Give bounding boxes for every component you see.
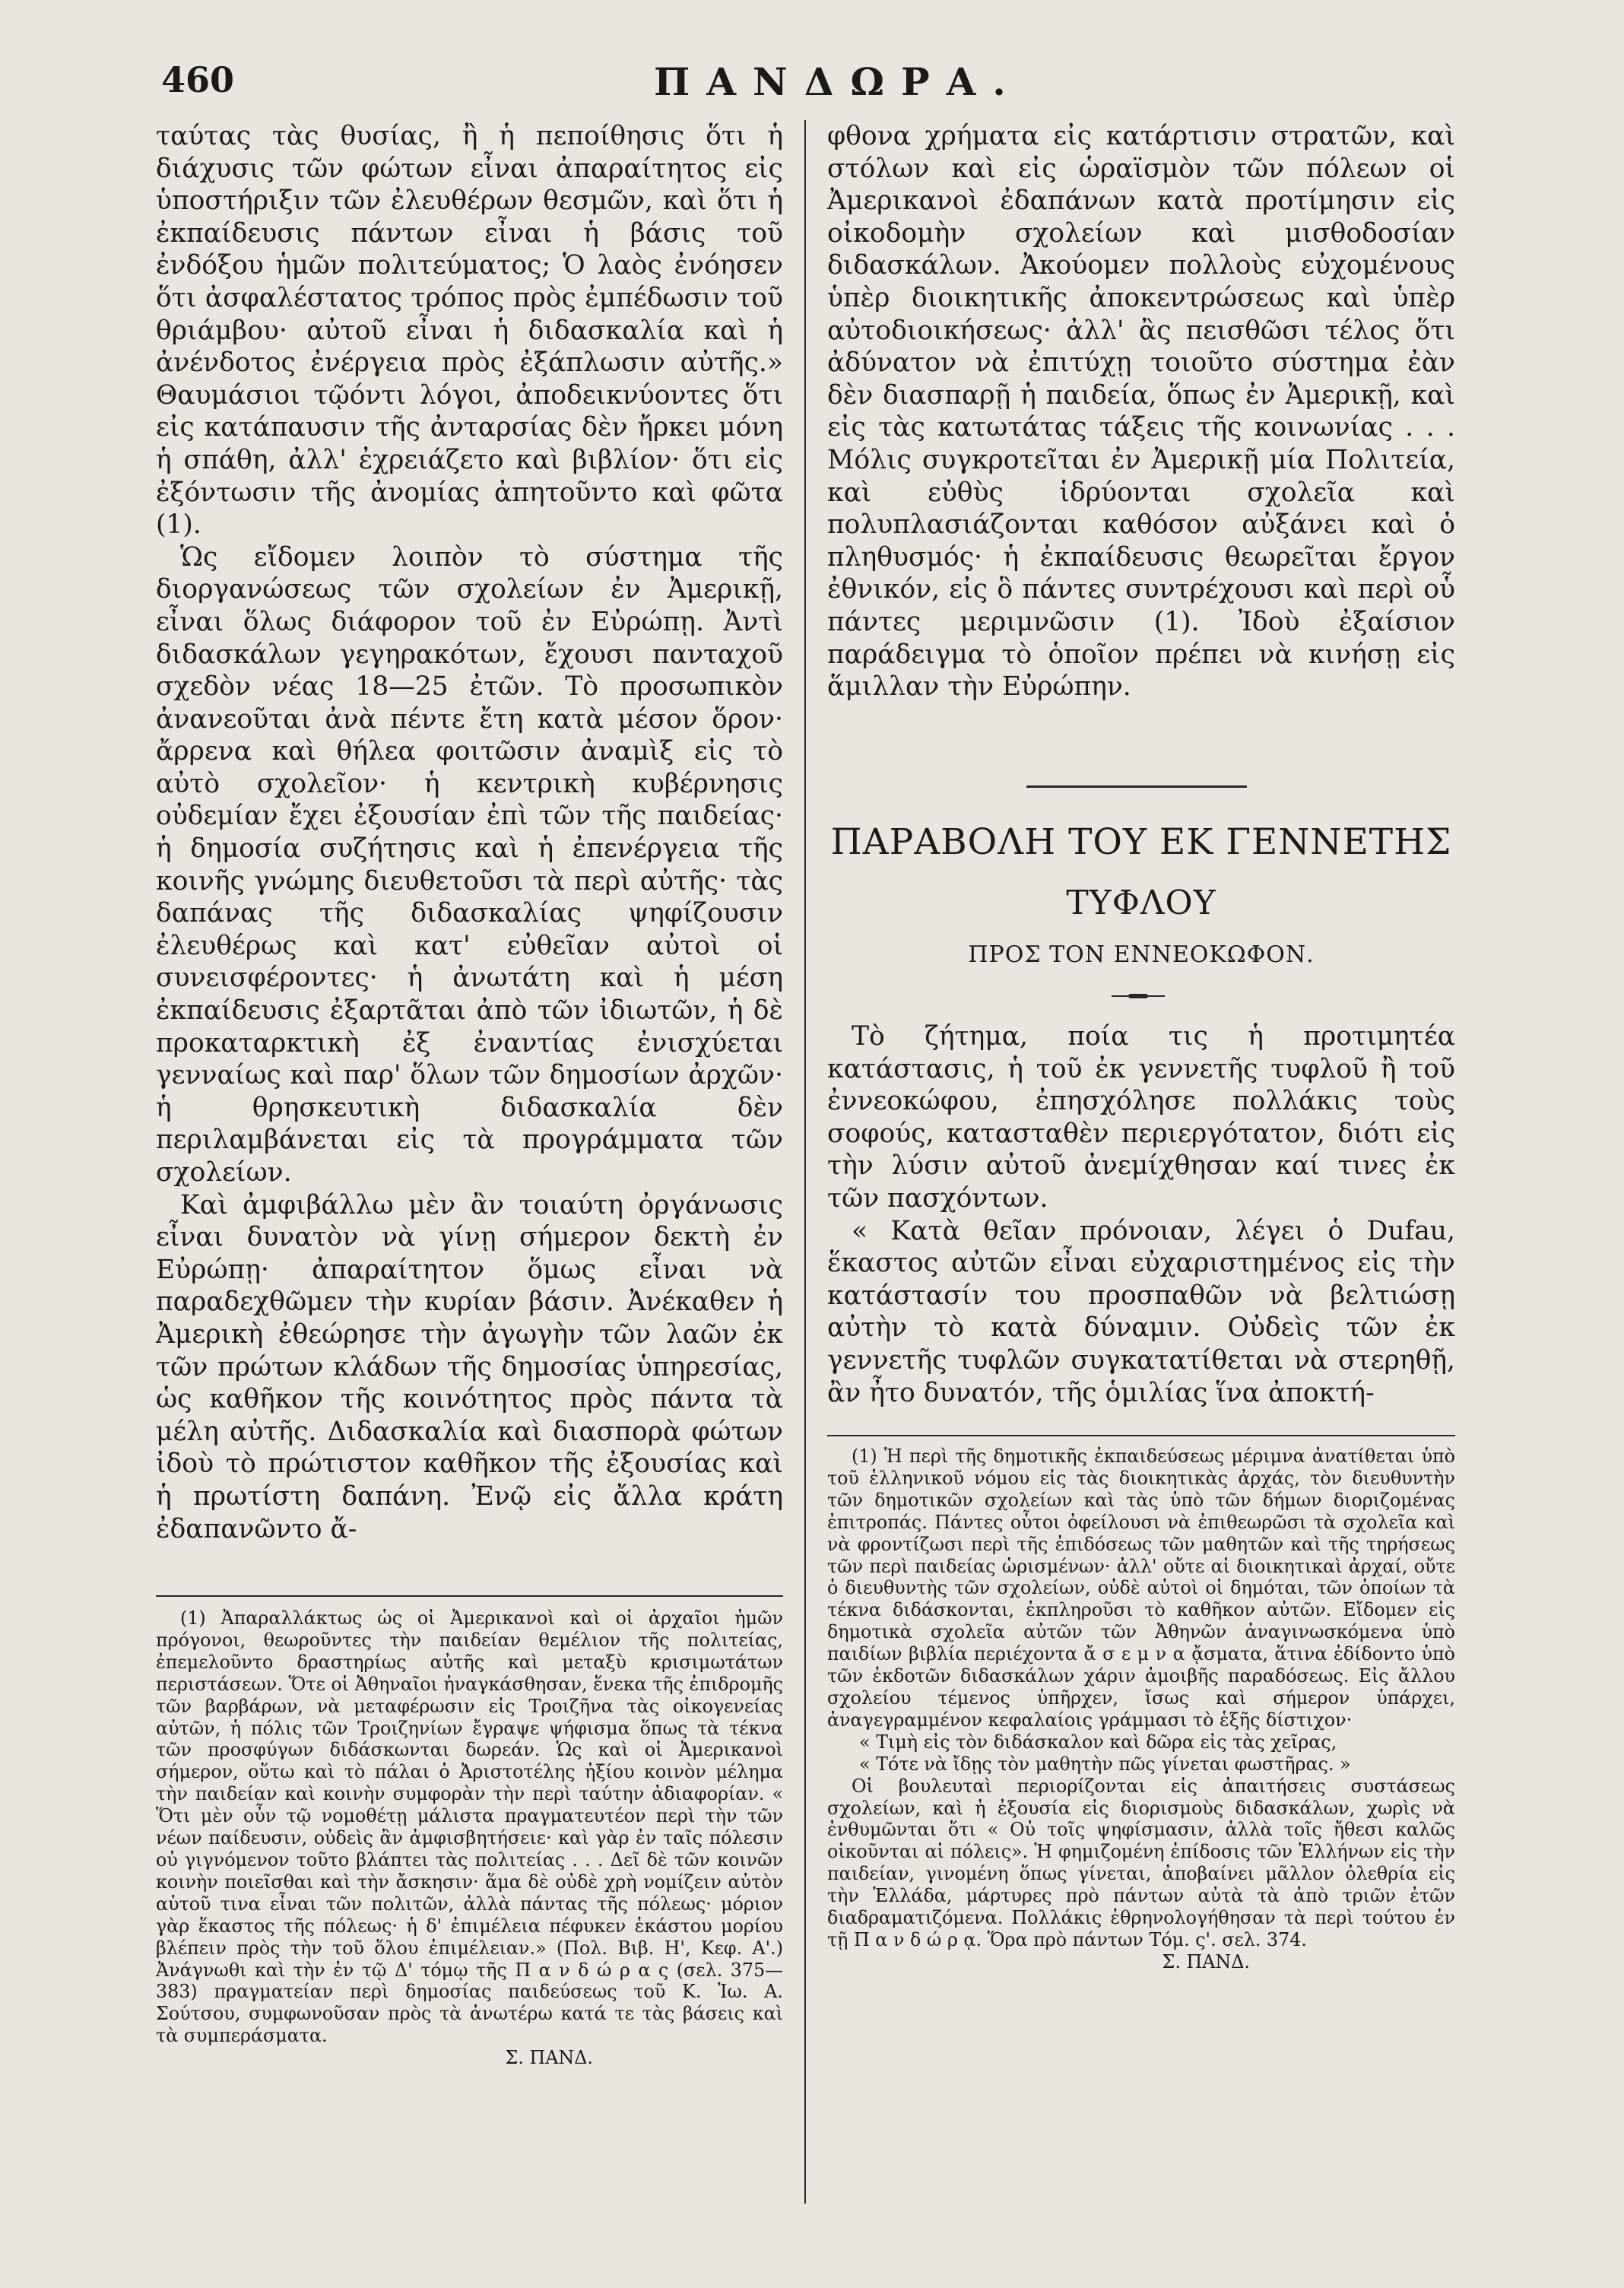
running-title: ΠΑΝΔΩΡΑ.	[654, 59, 1023, 104]
footnote-rule	[156, 1595, 783, 1597]
footnote-signature: Σ. ΠΑΝΔ.	[505, 2047, 593, 2069]
article-title-line2: ΤΥΦΛΟΥ	[1066, 884, 1216, 922]
article-subtitle: ΠΡΟΣ ΤΟΝ ΕΝΝΕΟΚΩΦΟΝ.	[968, 941, 1315, 968]
footnote-signature: Σ. ΠΑΝΔ.	[1162, 1950, 1250, 1972]
page-header	[0, 59, 1624, 113]
footnote-text: (1) Ἀπαραλλάκτως ὡς οἱ Ἀμερικανοὶ καὶ οἱ ἀρχαῖοι ἡμῶν πρόγονοι, θεωροῦντες τὴν παιδείαν θεμέλιον τῆς πολιτείας, ἐπεμελοῦντο δραστηρίως αὐτῆς καὶ μεταξὺ κρισιμωτάτων περιστάσεων. Ὅτε οἱ Ἀθηναῖοι ἠναγκάσθησαν, ἕνεκα τῆς ἐπιδρομῆς τῶν βαρβάρων, νὰ μεταφέρωσιν εἰς Τροιζῆνα τὰς οἰκογενείας αὐτῶν, ἡ πόλις τῶν Τροιζηνίων ἔγραψε ψήφισμα ὅπως τὰ τέκνα τῶν προσφύγων διδάσκωνται δωρεάν. Ὡς καὶ οἱ Ἀμερικανοὶ σήμερον, οὕτω καὶ τὸ πάλαι ὁ Ἀριστοτέλης ἠξίου κοινὸν μέλημα τὴν παιδείαν καὶ κοινὴν συμφορὰν τὴν περὶ ταύτην ἀδιαφορίαν. « Ὅτι μὲν οὖν τῷ νομοθέτῃ μάλιστα πραγματευτέον περὶ τὴν τῶν νέων παίδευσιν, οὐδεὶς ἂν ἀμφισβητήσειε· καὶ γὰρ ἐν ταῖς πόλεσιν οὐ γιγνόμενον τοῦτο βλάπτει τὰς πολιτείας . . . Δεῖ δὲ τῶν κοινῶν κοινὴν ποιεῖσθαι καὶ τὴν ἄσκησιν· ἅμα δὲ οὐδὲ χρὴ νομίζειν αὐτὸν αὑτοῦ τινα εἶναι τῶν πολιτῶν, ἀλλὰ πάντας τῆς πόλεως· μόριον γὰρ ἕκαστος τῆς πόλεως· ἡ δ' ἐπιμέλεια πέφυκεν ἑκάστου μορίου βλέπειν πρὸς τὴν τοῦ ὅλου ἐπιμέλειαν.» (Πολ. Βιβ. Η', Κεφ. Α'.) Ἀνάγνωθι καὶ τὴν ἐν τῷ Δ' τόμῳ τῆς Π α ν δ ώ ρ α ς (σελ. 375—383) πραγματείαν περὶ δημοσίας παιδεύσεως τοῦ Κ. Ἰω. Α. Σούτσου, συμφωνοῦσαν πρὸς τὰ ἀνωτέρω κατά τε τὰς βάσεις καὶ τὰ συμπεράσματα.	[156, 1607, 783, 2047]
footnote-rule	[827, 1435, 1455, 1436]
footnote-text: Οἱ βουλευταὶ περιορίζονται εἰς ἀπαιτήσεις συστάσεως σχολείων, καὶ ἡ ἐξουσία εἰς διορισμοὺς διδασκάλων, χωρὶς νὰ ἐνθυμῶνται ὅτι « Οὐ τοῖς ψηφίσμασιν, ἀλλὰ τοῖς ἤθεσι καλῶς οἰκοῦνται αἱ πόλεις». Ἡ φημιζομένη ἐπίδοσις τῶν Ἑλλήνων εἰς τὴν παιδείαν, γινομένη ὅπως γίνεται, ἀποβαίνει μᾶλλον ὀλεθρία εἰς τὴν Ἑλλάδα, μάρτυρες πρὸ πάντων αὐτὰ τὰ ἀπὸ τριῶν ἐτῶν διαδραματιζόμενα. Πολλάκις ἐθρηνολογήθησαν τὰ περὶ τούτου ἐν τῇ Π α ν δ ώ ρ ᾳ. Ὅρα πρὸ πάντων Τόμ. ς'. σελ. 374.	[827, 1775, 1455, 1950]
body-paragraph: ταύτας τὰς θυσίας, ἢ ἡ πεποίθησις ὅτι ἡ διάχυσις τῶν φώτων εἶναι ἀπαραίτητος εἰς ὑποστήριξιν τῶν ἐλευθέρων θεσμῶν, καὶ ὅτι ἡ ἐκπαίδευσις πάντων εἶναι ἡ βάσις τοῦ ἐνδόξου ἡμῶν πολιτεύματος; Ὁ λαὸς ἐνόησεν ὅτι ἀσφαλέστατος τρόπος πρὸς ἐμπέδωσιν τοῦ θριάμβου· αὐτοῦ εἶναι ἡ διδασκαλία καὶ ἡ ἀνένδοτος ἐνέργεια πρὸς ἐξάπλωσιν αὐτῆς.» Θαυμάσιοι τῷόντι λόγοι, ἀποδεικνύοντες ὅτι εἰς κατάπαυσιν τῆς ἀνταρσίας δὲν ἤρκει μόνη ἡ σπάθη, ἀλλ' ἐχρειάζετο καὶ βιβλίον· ὅτι εἰς ἐξόντωσιν τῆς ἀνομίας ἀπητοῦντο καὶ φῶτα (1).	[156, 121, 783, 541]
right-column-top	[827, 120, 1455, 703]
footnote-quote-line: « Τότε νὰ ἴδῃς τὸν μαθητὴν πῶς γίνεται φωστῆρας. »	[859, 1753, 1351, 1775]
page-number: 460	[161, 59, 235, 100]
right-footnote	[827, 1445, 1455, 1973]
ornament-divider	[1112, 993, 1165, 999]
body-paragraph: Τὸ ζήτημα, ποία τις ἡ προτιμητέα κατάστασις, ἡ τοῦ ἐκ γεννετῆς τυφλοῦ ἢ τοῦ ἐννεοκώφου, ἐπησχόλησε πολλάκις τοὺς σοφούς, κατασταθὲν περιεργότατον, διότι εἰς τὴν λύσιν αὐτοῦ ἀνεμίχθησαν καί τινες ἐκ τῶν πασχόντων.	[827, 1021, 1455, 1214]
footnote-quote-line: « Τιμὴ εἰς τὸν διδάσκαλον καὶ δῶρα εἰς τὰς χεῖρας,	[859, 1731, 1337, 1753]
left-footnote	[156, 1607, 783, 2069]
article-separator	[1026, 785, 1247, 788]
column-divider	[804, 120, 806, 2204]
footnote-text: (1) Ἡ περὶ τῆς δημοτικῆς ἐκπαιδεύσεως μέριμνα ἀνατίθεται ὑπὸ τοῦ ἑλληνικοῦ νόμου εἰς τὰς διοικητικὰς ἀρχάς, τὸν διευθυντὴν τῶν δημοτικῶν σχολείων καὶ τὰς ὑπὸ τῶν δήμων διοριζομένας ἐπιτροπάς. Πάντες οὗτοι ὀφείλουσι νὰ ἐπιθεωρῶσι τὰ σχολεῖα καὶ νὰ φροντίζωσι περὶ τῆς ἐπιδόσεως τῶν μαθητῶν καὶ τῆς τηρήσεως τῶν περὶ παιδείας ὡρισμένων· ἀλλ' οὔτε αἱ διοικητικαὶ ἀρχαί, οὔτε ὁ διευθυντὴς τῶν σχολείων, οὐδὲ αὐτοὶ οἱ δημόται, τῶν ὁποίων τὰ τέκνα διδάσκονται, ἐκπληροῦσι τὸ καθῆκον αὐτῶν. Εἴδομεν εἰς δημοτικὰ σχολεῖα αὐτῶν τῶν Ἀθηνῶν ἀναγινωσκόμενα ὑπὸ παιδίων βιβλία περιέχοντα ἄ σ ε μ ν α ᾄσματα, ἅτινα ἐδίδοντο ὑπὸ τῶν ἐκδοτῶν διδασκάλων χάριν ἀμοιβῆς παραδόσεως. Εἰς ἄλλου σχολείου τέμενος ὑπῆρχεν, ἴσως καὶ σήμερον ὑπάρχει, ἀναγεγραμμένον κεφαλαίοις γράμμασι τὸ ἑξῆς δίστιχον·	[827, 1445, 1455, 1731]
article-body	[827, 1020, 1455, 1409]
body-paragraph: φθονα χρήματα εἰς κατάρτισιν στρατῶν, καὶ στόλων καὶ εἰς ὡραϊσμὸν τῶν πόλεων οἱ Ἀμερικανοὶ ἐδαπάνων κατὰ προτίμησιν εἰς οἰκοδομὴν σχολείων καὶ μισθοδοσίαν διδασκάλων. Ἀκούομεν πολλοὺς εὐχομένους ὑπὲρ διοικητικῆς ἀποκεντρώσεως καὶ ὑπὲρ αὐτοδιοικήσεως· ἀλλ' ἂς πεισθῶσι τέλος ὅτι ἀδύνατον νὰ ἐπιτύχῃ τοιοῦτο σύστημα ἐὰν δὲν διασπαρῇ ἡ παιδεία, ὅπως ἐν Ἀμερικῇ, καὶ εἰς τὰς κατωτάτας τάξεις τῆς κοινωνίας . . . Μόλις συγκροτεῖται ἐν Ἀμερικῇ μία Πολιτεία, καὶ εὐθὺς ἱδρύονται σχολεῖα καὶ πολυπλασιάζονται καθόσον αὐξάνει καὶ ὁ πληθυσμός· ἡ ἐκπαίδευσις θεωρεῖται ἔργον ἐθνικόν, εἰς ὃ πάντες συντρέχουσι καὶ περὶ οὗ πάντες μεριμνῶσιν (1). Ἰδοὺ ἐξαίσιον παράδειγμα τὸ ὁποῖον πρέπει νὰ κινήσῃ εἰς ἅμιλλαν τὴν Εὐρώπην.	[827, 121, 1455, 703]
body-paragraph: « Κατὰ θεῖαν πρόνοιαν, λέγει ὁ Dufau, ἕκαστος αὐτῶν εἶναι εὐχαριστημένος εἰς τὴν κατάστασίν του προσπαθῶν νὰ βελτιώσῃ αὐτὴν τὸ κατὰ δύναμιν. Οὐδεὶς τῶν ἐκ γεννετῆς τυφλῶν συγκατατίθεται νὰ στερηθῇ, ἂν ἦτο δυνατόν, τῆς ὁμιλίας ἵνα ἀποκτή-	[827, 1215, 1455, 1408]
left-column	[156, 120, 783, 1545]
body-paragraph: Ὡς εἴδομεν λοιπὸν τὸ σύστημα τῆς διοργανώσεως τῶν σχολείων ἐν Ἀμερικῇ, εἶναι ὅλως διάφορον τοῦ ἐν Εὐρώπῃ. Ἀντὶ διδασκάλων γεγηρακότων, ἔχουσι πανταχοῦ σχεδὸν νέας 18—25 ἐτῶν. Τὸ προσωπικὸν ἀνανεοῦται ἀνὰ πέντε ἔτη κατὰ μέσον ὅρον· ἄρρενα καὶ θήλεα φοιτῶσιν ἀναμὶξ εἰς τὸ αὐτὸ σχολεῖον· ἡ κεντρικὴ κυβέρνησις οὐδεμίαν ἔχει ἐξουσίαν ἐπὶ τῶν τῆς παιδείας· ἡ δημοσία συζήτησις καὶ ἡ ἐπενέργεια τῆς κοινῆς γνώμης διευθετοῦσι τὰ περὶ αὐτῆς· τὰς δαπάνας τῆς διδασκαλίας ψηφίζουσιν ἐλευθέρως καὶ κατ' εὐθεῖαν αὐτοὶ οἱ συνεισφέροντες· ἡ ἀνωτάτη καὶ ἡ μέση ἐκπαίδευσις ἐξαρτᾶται ἀπὸ τῶν ἰδιωτῶν, ἡ δὲ προκαταρκτικὴ ἐξ ἐναντίας ἐνισχύεται γενναίως καὶ παρ' ὅλων τῶν δημοσίων ἀρχῶν· ἡ θρησκευτικὴ διδασκαλία δὲν περιλαμβάνεται εἰς τὰ προγράμματα τῶν σχολείων.	[156, 541, 783, 1188]
body-paragraph: Καὶ ἀμφιβάλλω μὲν ἂν τοιαύτη ὀργάνωσις εἶναι δυνατὸν νὰ γίνῃ σήμερον δεκτὴ ἐν Εὐρώπῃ· ἀπαραίτητον ὅμως εἶναι νὰ παραδεχθῶμεν τὴν κυρίαν βάσιν. Ἀνέκαθεν ἡ Ἀμερικὴ ἐθεώρησε τὴν ἀγωγὴν τῶν λαῶν ἐκ τῶν πρώτων κλάδων τῆς δημοσίας ὑπηρεσίας, ὡς καθῆκον τῆς κοινότητος πρὸς πάντα τὰ μέλη αὐτῆς. Διδασκαλία καὶ διασπορὰ φώτων ἰδοὺ τὸ πρώτιστον καθῆκον τῆς ἐξουσίας καὶ ἡ πρωτίστη δαπάνη. Ἐνῷ εἰς ἄλλα κράτη ἐδαπανῶντο ἄ-	[156, 1189, 783, 1544]
article-title: ΠΑΡΑΒΟΛΗ ΤΟΥ ΕΚ ΓΕΝΝΕΤΗΣ	[830, 821, 1452, 863]
